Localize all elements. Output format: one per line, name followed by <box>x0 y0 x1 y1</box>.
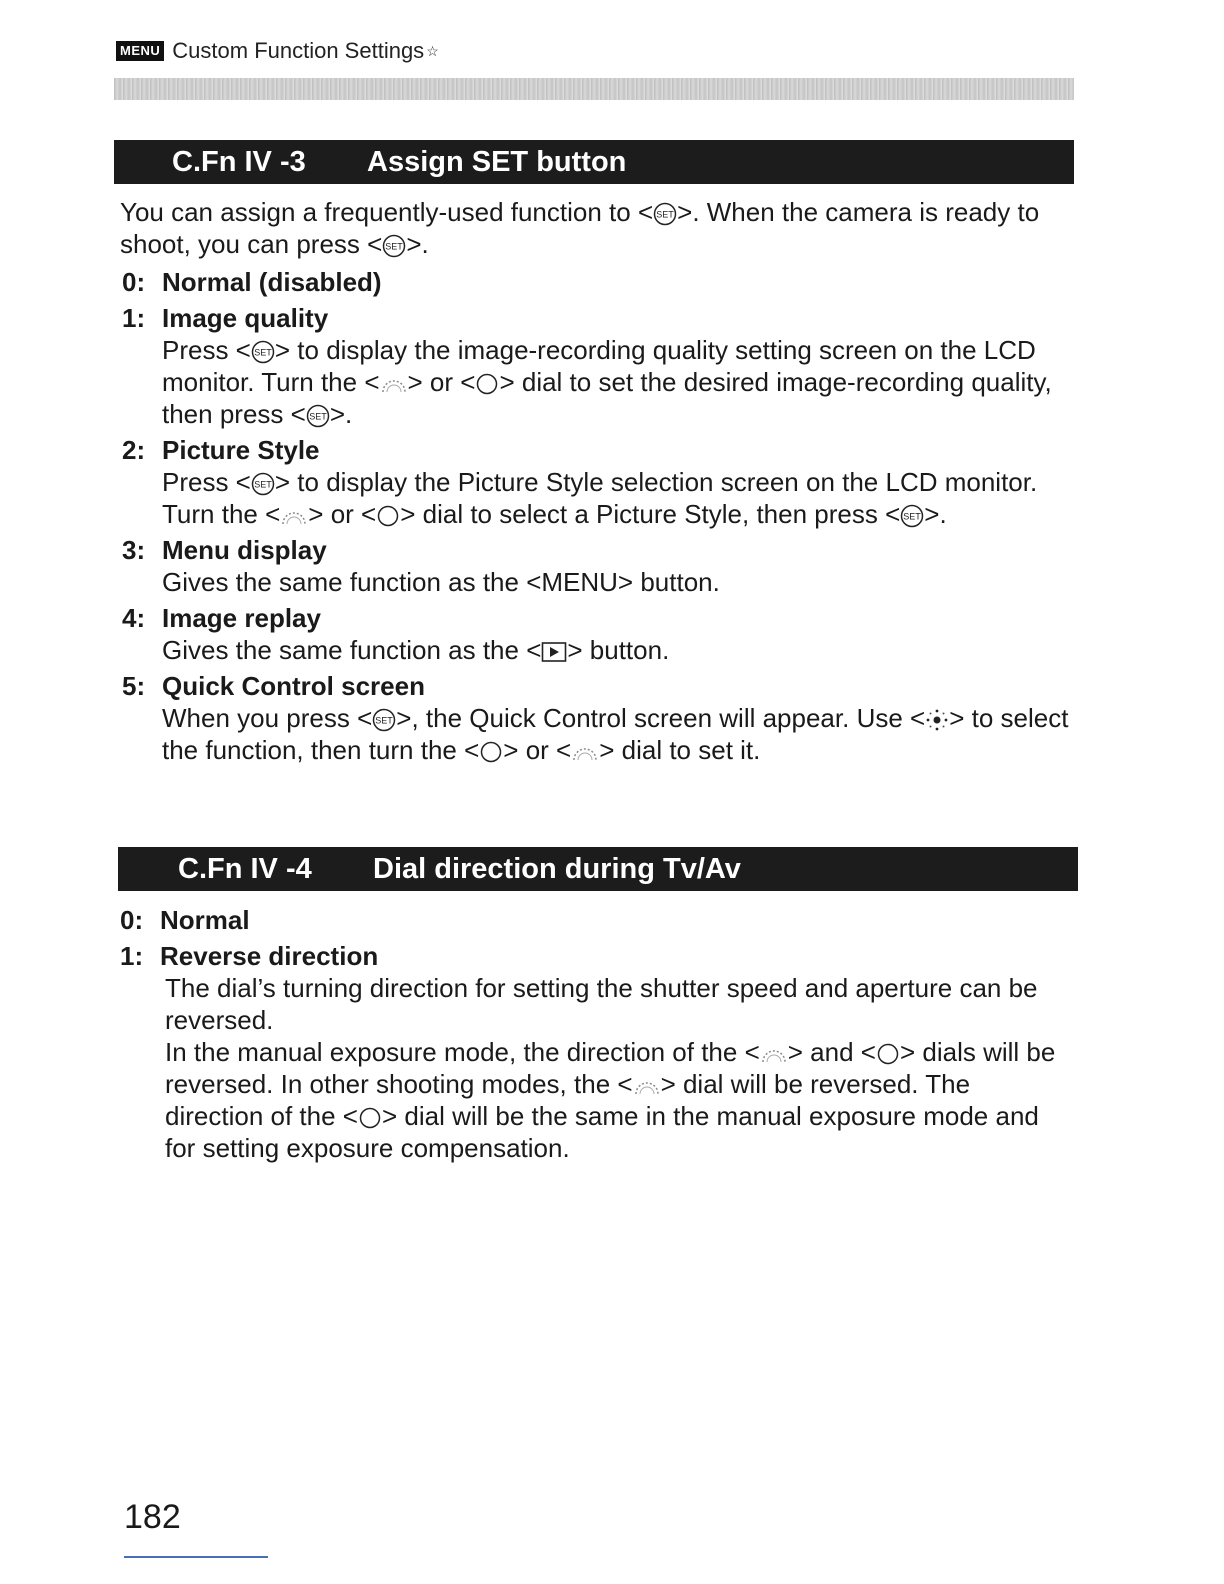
desc-text: > or < <box>503 735 572 765</box>
desc-text: > and < <box>787 1037 876 1067</box>
item-number: 1: <box>120 941 144 971</box>
desc-text: > dial to select a Picture Style, then press < <box>400 499 901 529</box>
quick-control-dial-icon <box>876 1042 900 1066</box>
desc-text: Gives the same function as the <MENU> button. <box>162 567 720 597</box>
main-dial-icon <box>280 504 308 528</box>
item-title: Image replay <box>162 603 321 633</box>
playback-icon <box>541 641 567 663</box>
section2-list <box>120 900 1080 1168</box>
page-header <box>116 38 439 64</box>
main-dial-icon <box>380 372 408 396</box>
item-title: Normal <box>160 905 250 935</box>
svg-text:SET: SET <box>375 715 394 726</box>
desc-text: When you press < <box>162 703 373 733</box>
item-number: 5: <box>122 671 146 701</box>
desc-text: > dial will be the same in the manual exposure mode and for setting exposure compensation. <box>165 1101 1039 1163</box>
section1-list <box>122 262 1082 770</box>
item-title: Reverse direction <box>160 941 379 971</box>
header-title: Custom Function Settings <box>172 38 425 63</box>
item-number: 0: <box>122 267 146 297</box>
set-button-icon <box>251 340 275 364</box>
list-item-title <box>122 266 1082 298</box>
desc-text: Gives the same function as the < <box>162 635 542 665</box>
intro-text: >. <box>406 229 429 259</box>
desc-text: >, the Quick Control screen will appear. Use < <box>396 703 926 733</box>
section-title: Dial direction during Tv/Av <box>373 852 741 885</box>
item-number: 3: <box>122 535 146 565</box>
intro-text: You can assign a frequently-used function to < <box>120 197 654 227</box>
desc-text: >. <box>924 499 947 529</box>
desc-text: > dial to set the desired image-recording quality, then press < <box>162 367 1052 429</box>
main-dial-icon <box>571 740 599 764</box>
main-dial-icon <box>633 1074 661 1098</box>
desc-text: In the manual exposure mode, the direction of the < <box>165 1037 760 1067</box>
list-item-title <box>120 940 1080 972</box>
set-button-icon <box>306 404 330 428</box>
item-number: 1: <box>122 303 146 333</box>
section-title: Assign SET button <box>367 145 627 178</box>
desc-text: > dial to set it. <box>599 735 761 765</box>
list-item-title <box>122 434 1082 466</box>
list-item-description <box>162 466 1082 530</box>
desc-text: Press < <box>162 335 251 365</box>
item-title: Normal (disabled) <box>162 267 382 297</box>
item-title: Picture Style <box>162 435 320 465</box>
star-icon: ☆ <box>426 42 439 59</box>
desc-text: > or < <box>308 499 377 529</box>
quick-control-dial-icon <box>358 1106 382 1130</box>
svg-text:SET: SET <box>903 511 922 522</box>
section-code: C.Fn IV -4 <box>178 852 312 885</box>
quick-control-dial-icon <box>479 740 503 764</box>
svg-text:SET: SET <box>656 209 674 220</box>
section-code: C.Fn IV -3 <box>172 145 306 178</box>
item-number: 4: <box>122 603 146 633</box>
list-item-title <box>122 534 1082 566</box>
svg-text:SET: SET <box>309 411 327 422</box>
desc-text: > dial will be reversed. The direction of the < <box>165 1069 971 1131</box>
desc-text: > button. <box>567 635 670 665</box>
item-title: Quick Control screen <box>162 671 425 701</box>
list-item-title <box>120 904 1080 936</box>
section-bar-cfn-iv-3 <box>114 140 1074 184</box>
desc-text: >. <box>329 399 353 429</box>
desc-paragraph <box>165 1036 1065 1164</box>
item-number: 2: <box>122 435 146 465</box>
desc-text: > dials will be reversed. In other shooting modes, the < <box>165 1037 1056 1099</box>
desc-text: > to display the Picture Style selection screen on the LCD monitor. Turn the < <box>162 467 1038 529</box>
svg-text:SET: SET <box>254 347 272 358</box>
list-item-description <box>162 634 1082 666</box>
list-item-description <box>165 972 1065 1164</box>
section-intro <box>120 196 1060 260</box>
desc-text: Press < <box>162 467 251 497</box>
header-rule <box>114 78 1074 100</box>
item-title: Image quality <box>162 303 329 333</box>
list-item-description <box>162 334 1082 430</box>
menu-icon: MENU <box>116 41 164 61</box>
main-dial-icon <box>760 1042 788 1066</box>
desc-text: The dial’s turning direction for setting the shutter speed and aperture can be reversed. <box>165 973 1038 1035</box>
desc-text: > to select the function, then turn the < <box>162 703 1069 765</box>
quick-control-dial-icon <box>475 372 499 396</box>
multi-controller-icon <box>925 708 949 732</box>
svg-text:SET: SET <box>385 241 404 252</box>
item-number: 0: <box>120 905 144 935</box>
list-item-title <box>122 302 1082 334</box>
item-title: Menu display <box>162 535 327 565</box>
list-item-description <box>162 702 1082 766</box>
set-button-icon <box>372 708 396 732</box>
page-number: 182 <box>124 1498 181 1536</box>
quick-control-dial-icon <box>376 504 400 528</box>
set-button-icon <box>900 504 924 528</box>
set-button-icon <box>653 202 677 226</box>
svg-text:SET: SET <box>254 479 272 490</box>
list-item-description <box>162 566 1082 598</box>
intro-text: >. When the camera is ready to shoot, you can press < <box>120 197 1040 259</box>
list-item-title <box>122 602 1082 634</box>
page-number-rule <box>124 1556 268 1558</box>
set-button-icon <box>382 234 406 258</box>
section-bar-cfn-iv-4 <box>118 847 1078 891</box>
desc-text: > to display the image-recording quality setting screen on the LCD monitor. Turn the < <box>162 335 1036 397</box>
list-item-title <box>122 670 1082 702</box>
desc-text: > or < <box>407 367 476 397</box>
set-button-icon <box>251 472 275 496</box>
